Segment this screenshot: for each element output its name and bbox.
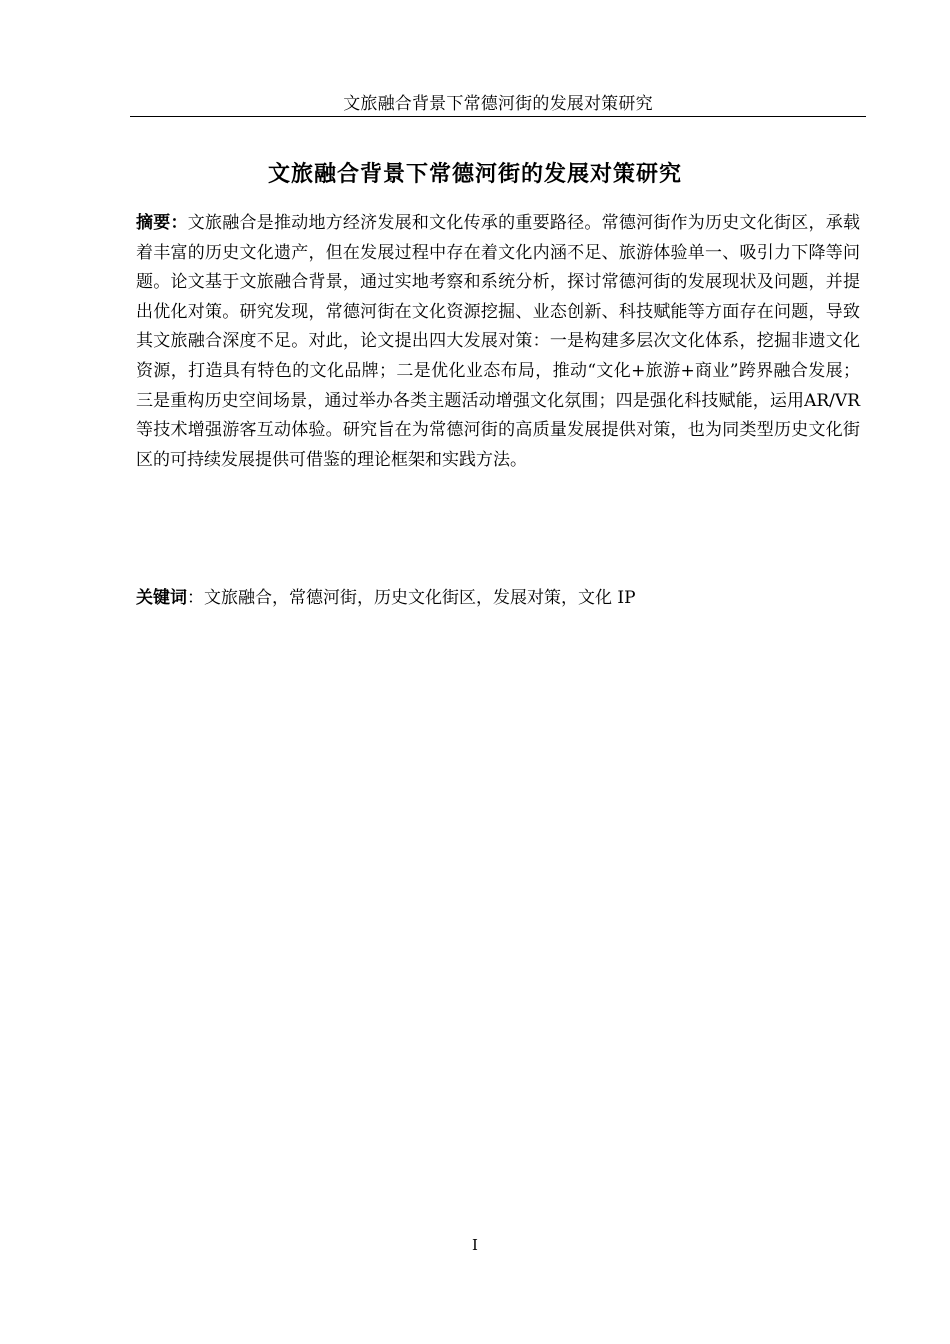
page-number: I [472, 1236, 478, 1254]
abstract-label: 摘要： [136, 213, 188, 233]
header-divider [130, 116, 866, 117]
keywords-paragraph [136, 584, 860, 613]
keywords-label: 关键词 [136, 588, 187, 608]
keywords-text: ：文旅融合，常德河街，历史文化街区，发展对策，文化 IP [187, 588, 636, 608]
abstract-text: 文旅融合是推动地方经济发展和文化传承的重要路径。常德河街作为历史文化街区，承载着丰富的历史文化遗产，但在发展过程中存在着文化内涵不足、旅游体验单一、吸引力下降等问题。论文基于文旅融合背景，通过实地考察和系统分析，探讨常德河街的发展现状及问题，并提出优化对策。研究发现，常德河街在文化资源挖掘、业态创新、科技赋能等方面存在问题，导致其文旅融合深度不足。对此，论文提出四大发展对策：一是构建多层次文化体系，挖掘非遗文化资源，打造具有特色的文化品牌；二是优化业态布局，推动“文化+旅游+商业”跨界融合发展；三是重构历史空间场景，通过举办各类主题活动增强文化氛围；四是强化科技赋能，运用AR/VR等技术增强游客互动体验。研究旨在为常德河街的高质量发展提供对策，也为同类型历史文化街区的可持续发展提供可借鉴的理论框架和实践方法。 [136, 213, 861, 470]
running-header: 文旅融合背景下常德河街的发展对策研究 [343, 94, 653, 114]
document-title: 文旅融合背景下常德河街的发展对策研究 [267, 162, 682, 187]
abstract-paragraph [136, 209, 860, 475]
